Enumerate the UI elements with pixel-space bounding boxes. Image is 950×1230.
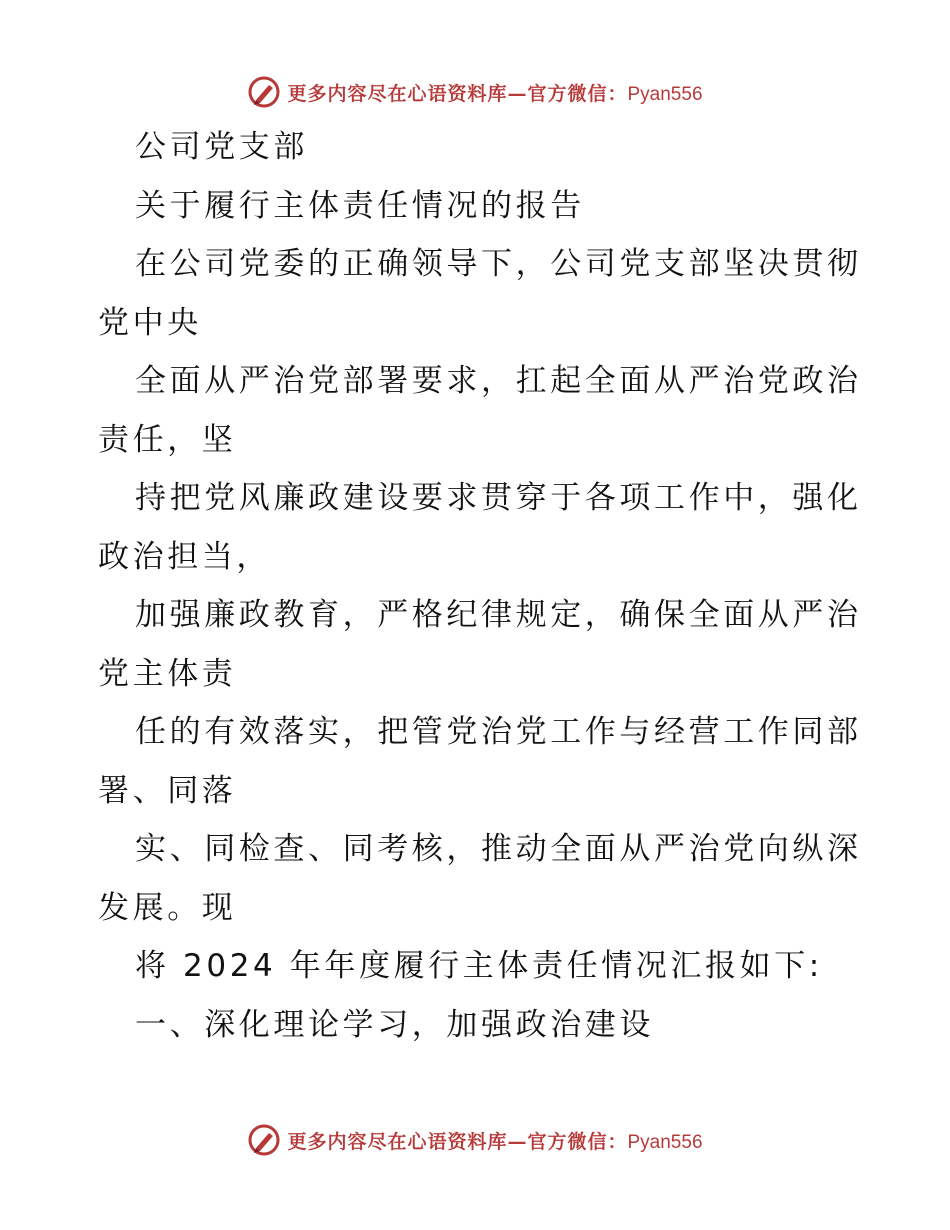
watermark-wechat-id: Pyan556 xyxy=(627,83,703,105)
document-line: 责任，坚 xyxy=(98,421,237,458)
document-line: 党主体责 xyxy=(98,655,237,692)
document-line: 关于履行主体责任情况的报告 xyxy=(135,187,585,224)
document-line: 加强廉政教育，严格纪律规定，确保全面从严治 xyxy=(135,597,862,633)
document-line: 在公司党委的正确领导下，公司党支部坚决贯彻 xyxy=(135,246,862,282)
watermark-text: 更多内容尽在心语资料库—官方微信：Pyan556 xyxy=(287,1130,703,1153)
watermark-wechat-id: Pyan556 xyxy=(627,1131,703,1153)
document-line: 政治担当， xyxy=(98,538,271,575)
red-pen-logo-icon xyxy=(247,75,281,109)
document-line: 一、深化理论学习，加强政治建设 xyxy=(135,1006,654,1043)
document-line: 公司党支部 xyxy=(135,129,308,165)
document-line: 持把党风廉政建设要求贯穿于各项工作中，强化 xyxy=(135,480,862,516)
watermark-text: 更多内容尽在心语资料库—官方微信：Pyan556 xyxy=(287,82,703,105)
document-line: 任的有效落实，把管党治党工作与经营工作同部 xyxy=(135,714,862,750)
header-watermark xyxy=(0,72,950,112)
document-line: 实、同检查、同考核，推动全面从严治党向纵深 xyxy=(135,831,862,867)
footer-watermark xyxy=(0,1120,950,1160)
document-line: 全面从严治党部署要求，扛起全面从严治党政治 xyxy=(135,363,862,399)
document-line: 署、同落 xyxy=(98,772,237,809)
document-line: 将 2024 年年度履行主体责任情况汇报如下: xyxy=(135,948,823,984)
document-body xyxy=(98,118,862,1054)
document-line: 党中央 xyxy=(98,304,202,341)
red-pen-logo-icon xyxy=(247,1123,281,1157)
document-line: 发展。现 xyxy=(98,889,237,926)
